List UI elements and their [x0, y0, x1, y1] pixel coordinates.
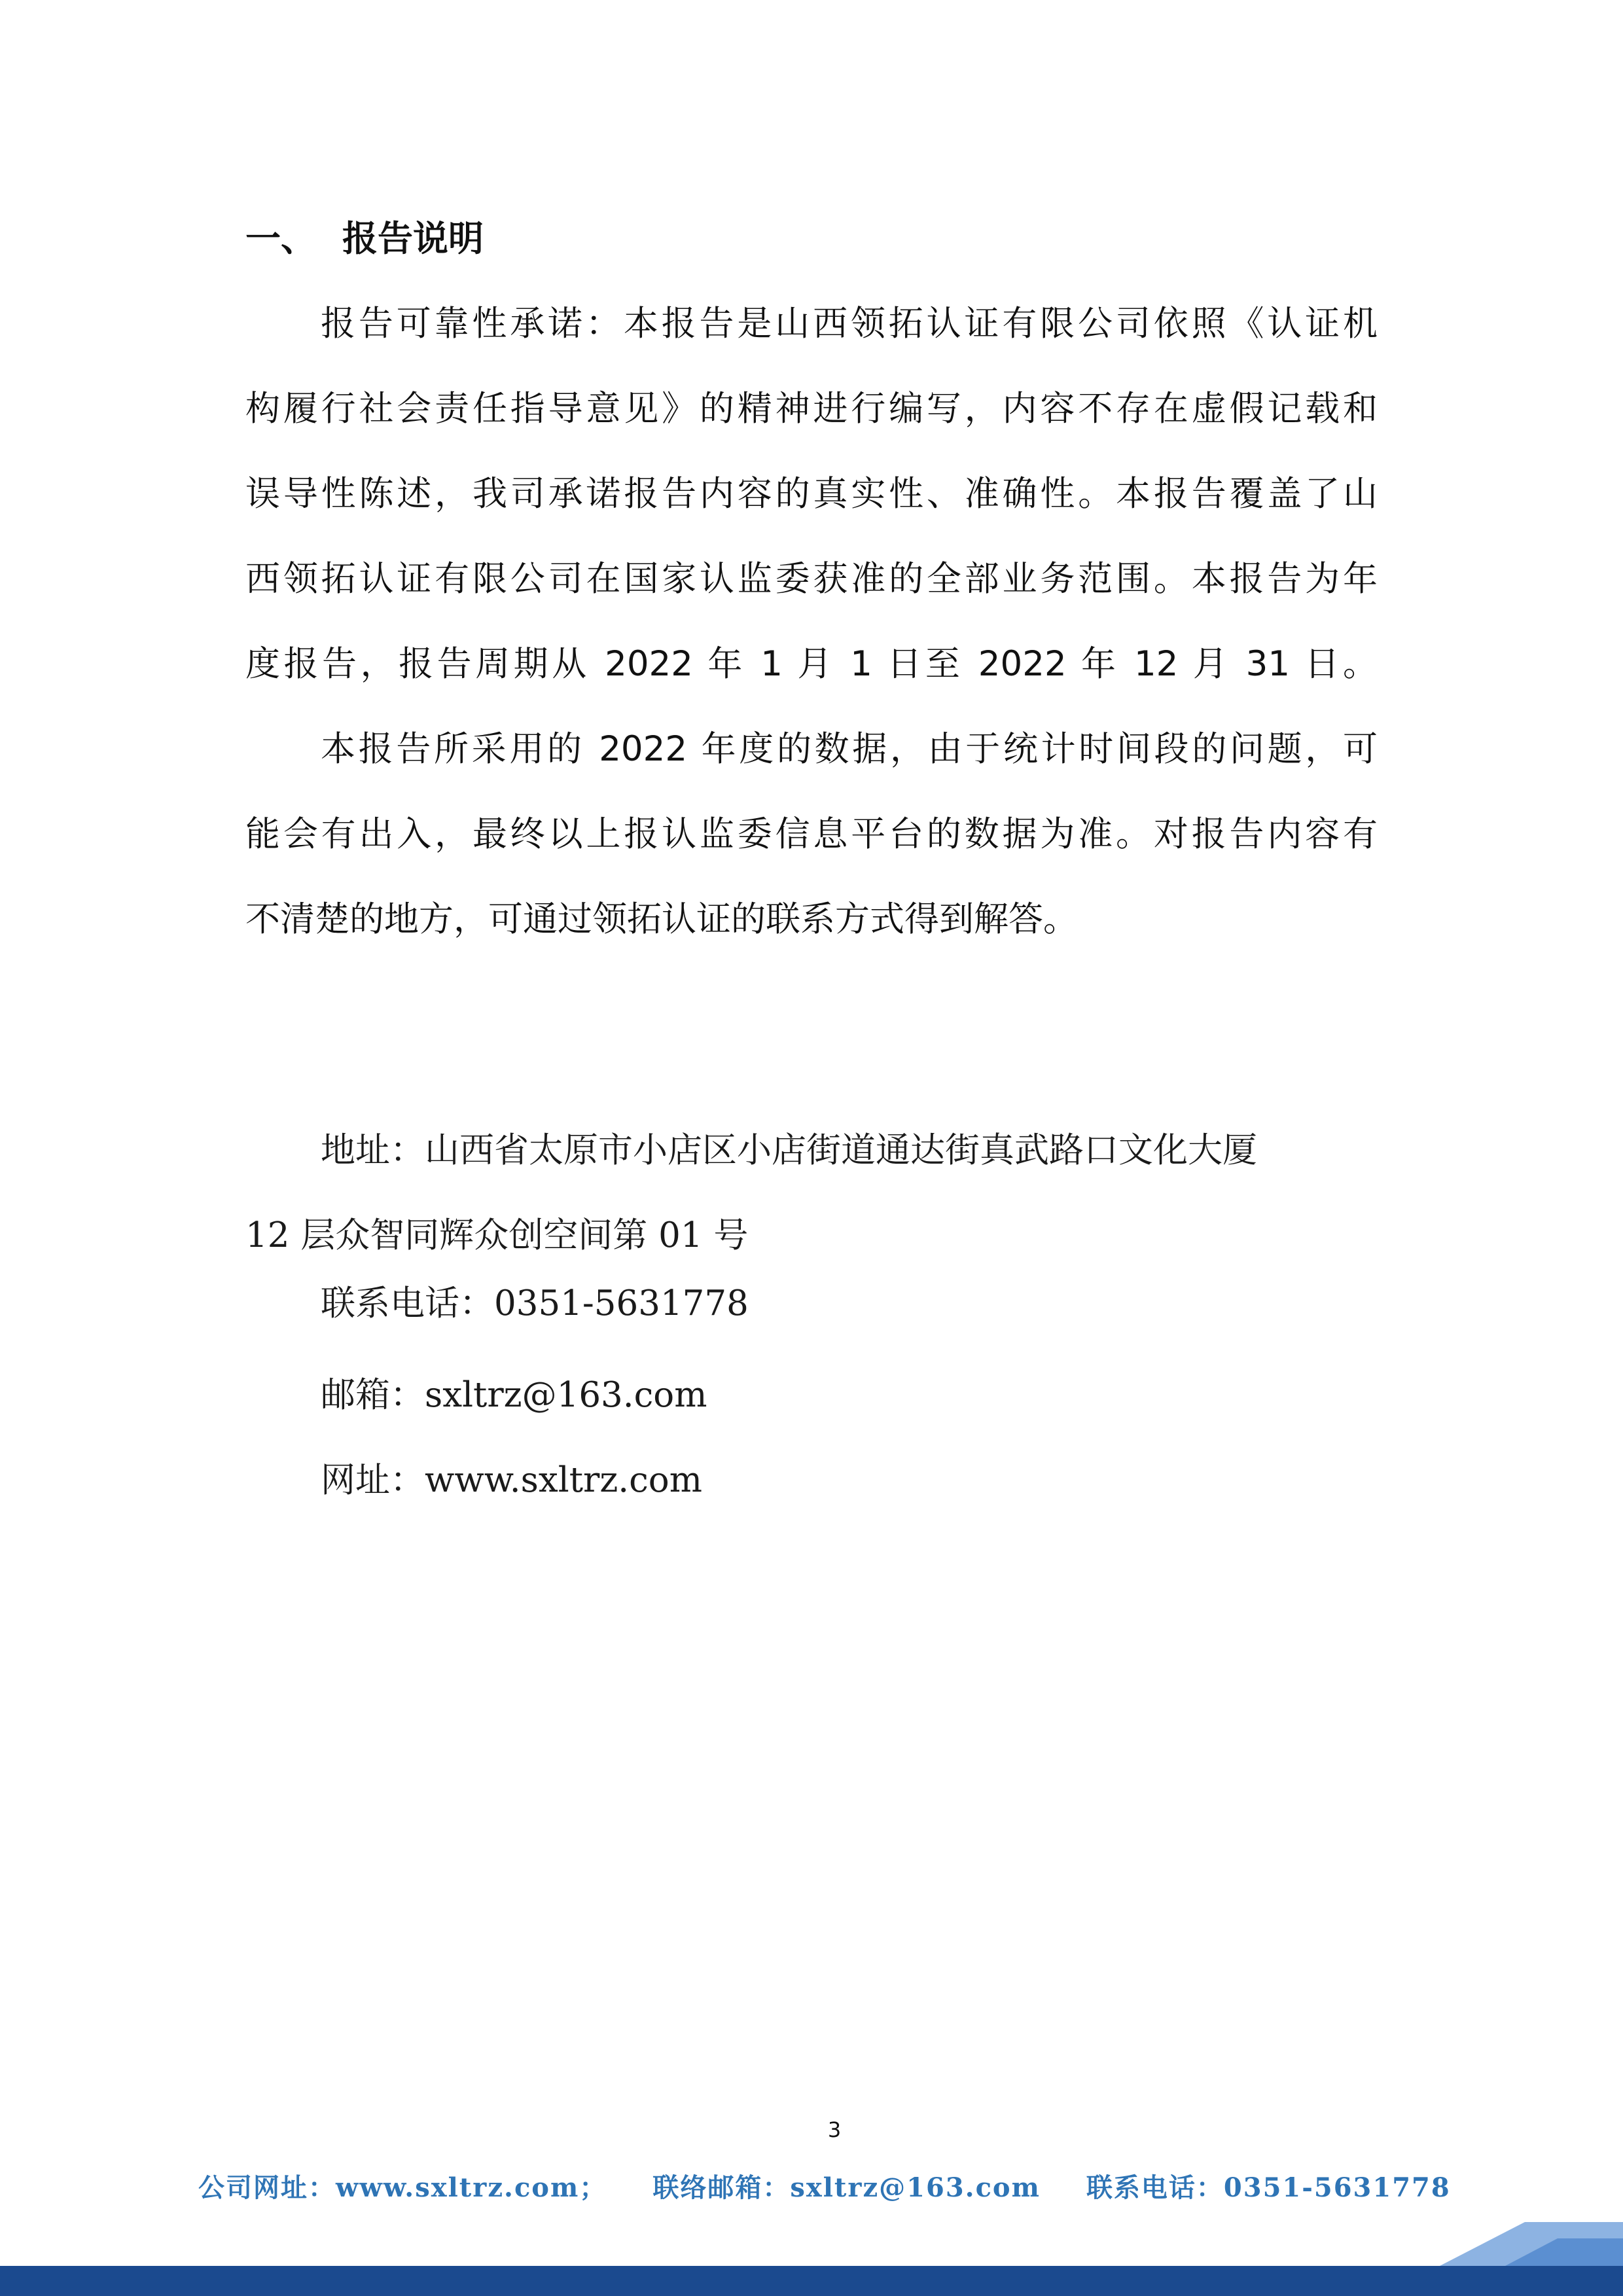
contact-address-line-1: 地址：山西省太原市小店区小店街道通达街真武路口文化大厦: [321, 1130, 1257, 1170]
footer-phone: 联系电话：0351-5631778: [1086, 2172, 1451, 2203]
contact-address-line-2: 12 层众智同辉众创空间第 01 号: [245, 1215, 749, 1255]
contact-website: 网址：www.sxltrz.com: [321, 1460, 702, 1500]
paragraph-2-line-2: 能会有出入，最终以上报认监委信息平台的数据为准。对报告内容有: [245, 814, 1378, 854]
paragraph-1-line-3: 误导性陈述，我司承诺报告内容的真实性、准确性。本报告覆盖了山: [245, 474, 1378, 514]
paragraph-2-line-3: 不清楚的地方，可通过领拓认证的联系方式得到解答。: [245, 899, 1078, 939]
paragraph-1-line-4: 西领拓认证有限公司在国家认监委获准的全部业务范围。本报告为年: [245, 559, 1378, 599]
contact-email: 邮箱：sxltrz@163.com: [321, 1375, 707, 1415]
section-number: 一、: [245, 218, 316, 259]
section-heading: [245, 213, 484, 265]
paragraph-1-line-1: 报告可靠性承诺：本报告是山西领拓认证有限公司依照《认证机: [321, 304, 1378, 344]
footer-band: [0, 2266, 1623, 2296]
footer-accent-shape-mid: [1505, 2238, 1623, 2266]
paragraph-2-line-1: 本报告所采用的 2022 年度的数据，由于统计时间段的问题，可: [321, 729, 1378, 769]
footer-email: 联络邮箱：sxltrz@163.com: [652, 2172, 1041, 2203]
page-number: 3: [827, 2117, 842, 2142]
section-title: 报告说明: [342, 218, 484, 259]
footer-accent-shape-light: [1440, 2222, 1623, 2266]
paragraph-1-line-2: 构履行社会责任指导意见》的精神进行编写，内容不存在虚假记载和: [245, 389, 1378, 429]
footer-contacts: [198, 2168, 1451, 2208]
paragraph-1-line-5: 度报告，报告周期从 2022 年 1 月 1 日至 2022 年 12 月 31 日。: [245, 644, 1378, 684]
footer-website: 公司网址：www.sxltrz.com；: [198, 2172, 607, 2203]
contact-phone: 联系电话：0351-5631778: [321, 1283, 749, 1323]
